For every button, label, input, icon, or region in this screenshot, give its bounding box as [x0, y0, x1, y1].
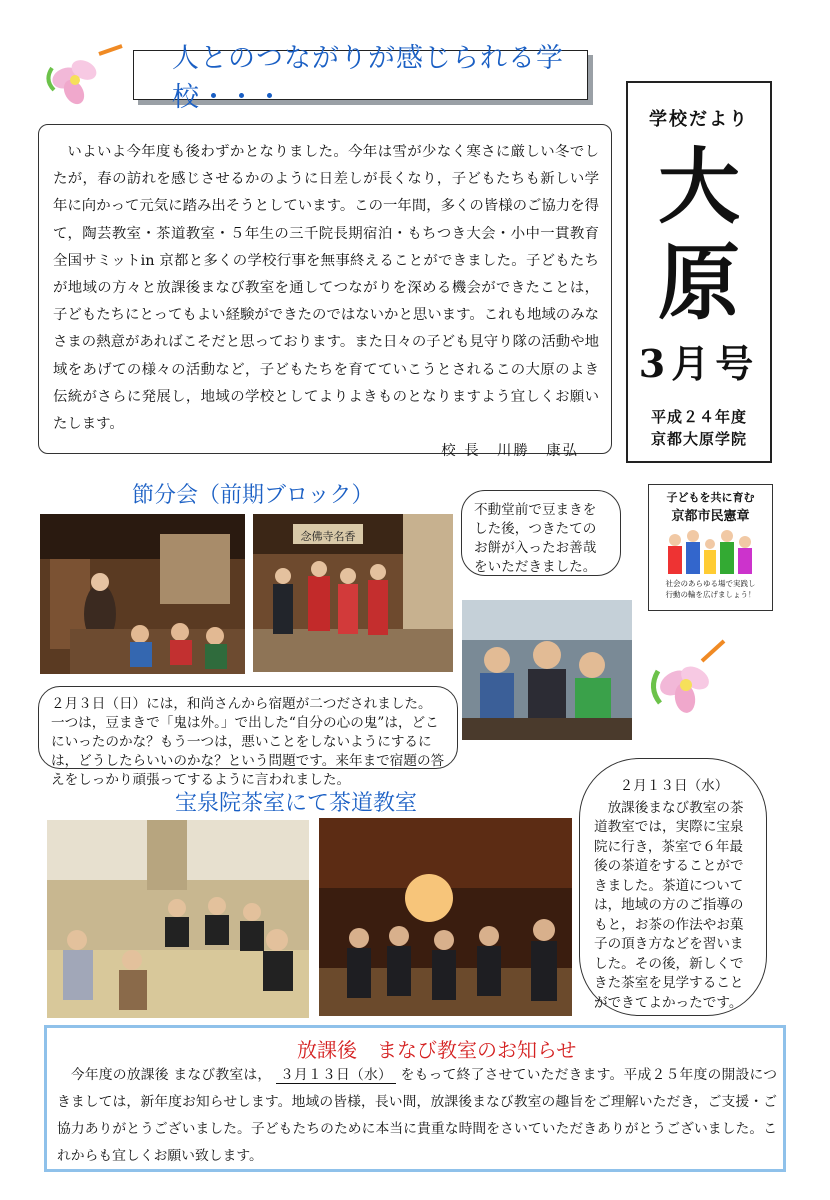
intro-box: [38, 124, 612, 460]
masthead-year: 平成２４年度: [650, 408, 747, 426]
temple-sign-text: 念佛寺名香: [300, 530, 356, 543]
tea-caption: 放課後まなび教室の茶道教室では，実際に宝泉院に行き，茶室で６年最後の茶道をすることができました。茶道については，地域の方のご指導のもと，お茶の作法やお菓子の頂き方などを習いました。その後，新しくできた茶室を見学することができてよかったです。: [594, 799, 744, 1011]
tea-caption-bubble: [579, 758, 767, 1016]
charter-line-4: 行動の輪を広げましょう！: [665, 590, 756, 599]
family-illustration-icon: [666, 526, 756, 578]
notice-lead: 今年度の放課後 まなび教室は，: [70, 1067, 272, 1083]
masthead-name-2: 原: [657, 235, 740, 331]
headline-banner: [133, 43, 588, 113]
fudoudou-caption: 不動堂前で豆まきをした後，つきたてのお餅が入ったお善哉をいただきました。: [474, 502, 597, 575]
notice-body: [57, 1062, 777, 1170]
setsubun-caption-bubble: [38, 686, 458, 788]
tea-photo-1: [47, 820, 309, 1018]
fudoudou-photo: [462, 600, 632, 740]
charter-line-1: 子どもを共に育む: [666, 491, 755, 504]
citizens-charter-badge: [648, 484, 773, 611]
charter-line-3: 社会のあらゆる場で実践し: [665, 579, 756, 588]
principal-signature: 校 長 川勝 康弘: [441, 443, 579, 460]
flower-icon: [44, 40, 124, 110]
masthead-name-1: 大: [657, 139, 740, 235]
masthead-label: 学校だより: [649, 109, 749, 130]
tea-date: ２月１３日（水）: [619, 778, 729, 794]
notice-rest: をもって終了させていただきます。平成２５年度の開設につきましては，新年度お知らせします。地域の皆様，長い間，放課後まなび教室の趣旨をご理解いただき，ご支援・ご協力ありがとうございました。子どもたちのために本当に貴重な時間をさいていただきありがとうございました。これからも宜しくお願い致します。: [57, 1067, 777, 1164]
notice-end-date: ３月１３日（水）: [276, 1067, 396, 1084]
intro-text: いよいよ今年度も後わずかとなりました。今年は雪が少なく寒さに厳しい冬でしたが，春の訪れを感じさせるかのように日差しが長くなり，子どもたちも新しい学年に向かって元気に踏み出そうとしています。この一年間，多くの皆様のご協力を得て，陶芸教室・茶道教室・５年生の三千院長期宿泊・もちつき大会・小中一貫教育全国サミットin 京都と多くの学校行事を無事終えることができました。子どもたちが地域の方々と放課後まなび教室を通してつながりを深める機会ができたことは，子どもたちにとってもよい経験ができたのではないかと思います。これも地域のみなさまの熱意があればこそだと思っております。また日々の子ども見守り隊の活動や地域をあげての様々の活動など，子どもたちを育てていこうとされるこの大原のよき伝統がさらに発展し，地域の学校としてよりよきものとなりますよう宜しくお願いたします。: [53, 144, 599, 433]
notice-title: 放課後 まなび教室のお知らせ: [297, 1038, 577, 1062]
setsubun-photo-2: [253, 514, 453, 672]
charter-line-2: 京都市民憲章: [671, 509, 750, 524]
fudoudou-caption-bubble: [461, 490, 621, 576]
masthead-school: 京都大原学院: [650, 430, 747, 448]
tea-photo-2: [319, 818, 572, 1016]
masthead-month: 3月号: [638, 341, 760, 386]
tea-title: 宝泉院茶室にて茶道教室: [175, 791, 418, 816]
setsubun-caption: ２月３日（日）には，和尚さんから宿題が二つだされました。一つは，豆まきで「鬼は外。」で出した“自分の心の鬼”は，どこにいったのかな？もう一つは，悪いことをしないようにするには，どうしたらいいのかな？という問題です。来年まで宿題の答えをしっかり頑張ってするように言われました。: [51, 696, 445, 788]
setsubun-photo-1: [40, 514, 245, 674]
masthead: [626, 81, 772, 463]
after-school-notice: [44, 1025, 786, 1172]
setsubun-title: 節分会（前期ブロック）: [132, 483, 374, 508]
flower-icon-2: [640, 633, 730, 723]
headline-text: 人とのつながりが感じられる学校・・・: [172, 43, 564, 113]
